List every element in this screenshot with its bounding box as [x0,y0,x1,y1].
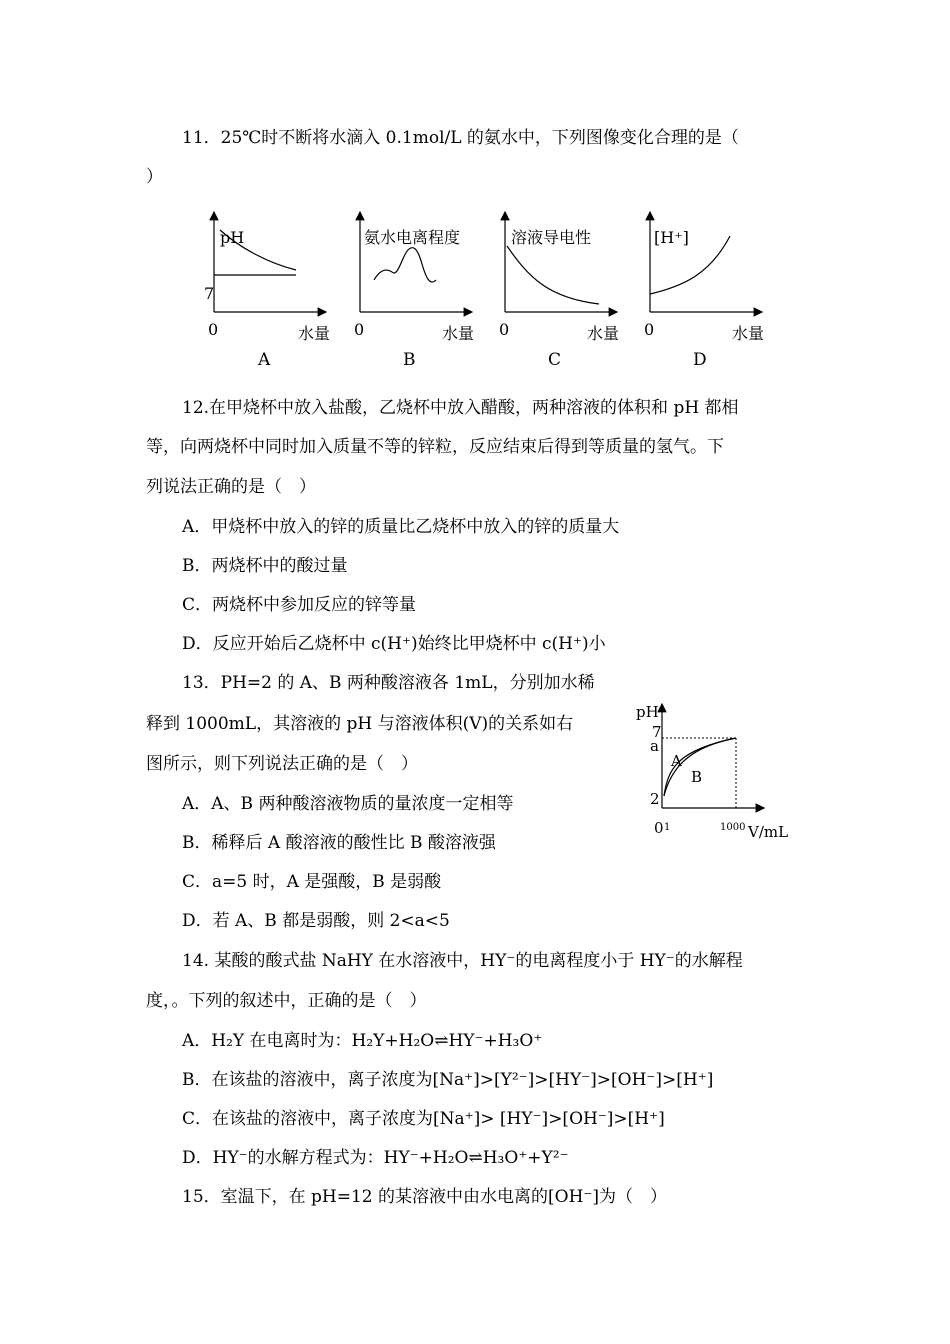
q13-graph-curve-b-label: B [691,768,703,786]
q14-option-c: C．在该盐的溶液中，离子浓度为[Na⁺]> [HY⁻]>[OH⁻]>[H⁺] [182,1109,665,1129]
q11-graph-a [198,208,333,378]
q15-stem-line1: 15．室温下，在 pH=12 的某溶液中由水电离的[OH⁻]为（ ） [182,1187,668,1207]
q13-stem-line2: 释到 1000mL，其溶液的 pH 与溶液体积(V)的关系如右 [146,714,574,734]
graph-a-tick-7: 7 [204,284,215,303]
graph-b-plot [344,208,484,328]
q11-stem-line2: ） [146,167,163,187]
q14-option-b: B．在该盐的溶液中，离子浓度为[Na⁺]>[Y²⁻]>[HY⁻]>[OH⁻]>[H⁺] [182,1070,714,1090]
q12-stem-line1: 12.在甲烧杯中放入盐酸，乙烧杯中放入醋酸，两种溶液的体积和 pH 都相 [182,398,739,418]
q13-option-d: D．若 A、B 都是弱酸，则 2<a<5 [182,911,450,931]
q12-stem-line2: 等，向两烧杯中同时加入质量不等的锌粒，反应结束后得到等质量的氢气。下 [146,437,724,457]
graph-b-letter: B [403,350,416,370]
q13-graph-tick-2: 2 [650,790,660,808]
q13-option-b: B．稀释后 A 酸溶液的酸性比 B 酸溶液强 [182,833,496,853]
graph-d-ylabel: [H⁺] [654,228,689,247]
q11-graph-c [489,208,629,378]
graph-a-xlabel: 水量 [298,324,331,343]
graph-c-origin: 0 [499,320,510,339]
graph-b-ylabel: 氨水电离程度 [364,228,461,247]
graph-d-letter: D [693,350,707,370]
q13-graph-tick-7: 7 [652,723,662,741]
q13-stem-line3: 图所示，则下列说法正确的是（ ） [146,754,418,774]
graph-d-xlabel: 水量 [732,324,765,343]
q12-option-d: D．反应开始后乙烧杯中 c(H⁺)始终比甲烧杯中 c(H⁺)小 [182,634,606,654]
q14-stem-line1: 14. 某酸的酸式盐 NaHY 在水溶液中，HY⁻的电离程度小于 HY⁻的水解程 [182,951,743,971]
graph-a-origin: 0 [208,320,219,339]
q14-stem-line2: 度，。下列的叙述中，正确的是（ ） [146,991,427,1011]
q11-stem-line1: 11．25℃时不断将水滴入 0.1mol/L 的氨水中，下列图像变化合理的是（ [182,128,739,148]
graph-b-xlabel: 水量 [442,324,475,343]
graph-a-plot [198,208,333,328]
graph-c-xlabel: 水量 [587,324,620,343]
q13-stem-line1: 13．PH=2 的 A、B 两种酸溶液各 1mL，分别加水稀 [182,673,595,693]
q12-option-c: C．两烧杯中参加反应的锌等量 [182,595,417,615]
q13-graph-xlabel: V/mL [748,823,789,841]
q13-option-a: A．A、B 两种酸溶液物质的量浓度一定相等 [182,794,514,814]
graph-c-letter: C [548,350,562,370]
q11-graph-d [634,208,774,378]
q13-graph-tick-1: 1 [664,822,671,833]
q11-graph-b [344,208,484,378]
q13-graph-origin: 0 [654,819,664,837]
q12-stem-line3: 列说法正确的是（ ） [146,477,316,497]
q12-option-b: B．两烧杯中的酸过量 [182,556,348,576]
graph-b-origin: 0 [354,320,365,339]
q14-option-a: A．H₂Y 在电离时为：H₂Y+H₂O⇌HY⁻+H₃O⁺ [182,1031,543,1051]
q12-option-a: A．甲烧杯中放入的锌的质量比乙烧杯中放入的锌的质量大 [182,517,620,537]
q14-option-d: D．HY⁻的水解方程式为：HY⁻+H₂O⇌H₃O⁺+Y²⁻ [182,1148,569,1168]
q13-graph-tick-1000: 1000 [720,822,746,833]
q13-graph-curve-a-label: A [671,752,682,770]
graph-c-ylabel: 溶液导电性 [511,228,592,247]
q13-graph-ylabel: pH [636,703,659,721]
q13-graph-tick-a: a [650,737,659,755]
graph-a-letter: A [258,350,271,370]
graph-d-plot [634,208,774,328]
graph-a-ylabel: pH [220,228,245,247]
graph-d-origin: 0 [644,320,655,339]
q13-option-c: C．a=5 时，A 是强酸，B 是弱酸 [182,872,442,892]
q13-ph-volume-graph [634,698,794,843]
graph-c-plot [489,208,629,328]
